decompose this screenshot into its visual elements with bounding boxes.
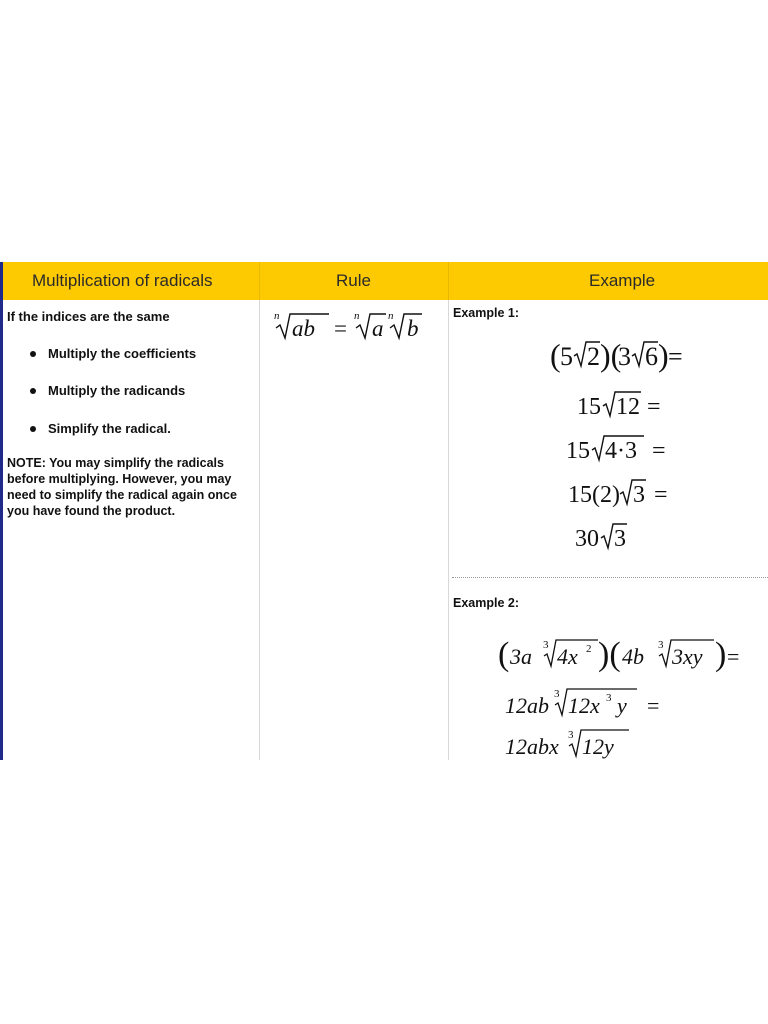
- radicand: 6: [645, 342, 658, 371]
- paren-icon: ): [715, 636, 727, 673]
- coefficient: 15(2): [568, 482, 620, 508]
- header-topic: Multiplication of radicals: [32, 271, 213, 290]
- paren-icon: )(: [598, 636, 621, 673]
- step-text: Multiply the coefficients: [48, 346, 197, 361]
- radicand: y: [617, 693, 627, 718]
- equals: =: [652, 438, 666, 464]
- condition-text: If the indices are the same: [7, 309, 170, 324]
- example-1-label: Example 1:: [453, 306, 520, 320]
- equals: =: [654, 482, 668, 508]
- equals: =: [647, 394, 661, 420]
- paren-icon: (: [498, 636, 510, 673]
- exponent: 2: [586, 643, 592, 655]
- rule-equals: =: [334, 316, 347, 341]
- radicand: 3: [633, 482, 645, 508]
- coefficient: 3: [618, 342, 631, 371]
- header-example: Example: [589, 271, 656, 290]
- radicand: 3: [614, 526, 626, 552]
- example-2-result: [505, 724, 665, 764]
- example-separator: [452, 577, 768, 578]
- bullet-icon: [30, 426, 36, 432]
- radical-index: 3: [568, 729, 574, 741]
- coefficient: 12ab: [505, 693, 549, 718]
- header-divider: [448, 262, 449, 300]
- example-2-line-1: [498, 632, 758, 676]
- paren-icon: ): [658, 337, 669, 373]
- coefficient: 30: [575, 526, 599, 552]
- rule-lhs-radicand: ab: [292, 316, 315, 341]
- left-border: [0, 262, 3, 760]
- coefficient: 15: [577, 394, 601, 420]
- rule-rhs-b: b: [407, 316, 419, 341]
- example-1-result: [575, 520, 655, 554]
- table-header: [3, 262, 768, 300]
- rule-index: n: [354, 310, 360, 322]
- coefficient: 12abx: [505, 734, 559, 759]
- column-divider: [448, 300, 449, 760]
- paren-icon: )(: [600, 337, 622, 373]
- radicand: 4·3: [605, 438, 637, 464]
- coefficient: 5: [560, 342, 573, 371]
- bullet-icon: [30, 388, 36, 394]
- rule-formula: [274, 306, 436, 346]
- equals: =: [727, 644, 740, 669]
- coefficient: 4b: [622, 644, 644, 669]
- note-text: NOTE: You may simplify the radicals before multiplying. However, you may need to simplify the radical again once you have found the product.: [7, 456, 237, 518]
- radicand: 2: [587, 342, 600, 371]
- example-1-line-2: [577, 388, 697, 422]
- step-text: Simplify the radical.: [48, 421, 171, 436]
- list-item: [30, 421, 171, 436]
- rule-rhs-a: a: [372, 316, 384, 341]
- coefficient: 15: [566, 438, 590, 464]
- radical-index: 3: [543, 639, 549, 651]
- bullet-icon: [30, 351, 36, 357]
- radical-index: 3: [554, 688, 560, 700]
- equals: =: [647, 693, 660, 718]
- radicand: 12y: [582, 734, 614, 759]
- header-rule: Rule: [336, 271, 371, 290]
- header-divider: [259, 262, 260, 300]
- radicand: 3xy: [672, 644, 703, 669]
- example-1-line-4: [568, 476, 698, 510]
- radicals-table: [0, 262, 768, 760]
- paren-icon: (: [550, 337, 561, 373]
- radical-index: 3: [658, 639, 664, 651]
- radicand: 12x: [568, 693, 600, 718]
- step-text: Multiply the radicands: [48, 383, 186, 398]
- radicand: 4x: [557, 644, 578, 669]
- rule-index: n: [388, 310, 394, 322]
- exponent: 3: [606, 692, 612, 704]
- rule-index: n: [274, 310, 280, 322]
- example-2-label: Example 2:: [453, 596, 520, 610]
- list-item: [30, 383, 185, 398]
- example-1-line-3: [566, 432, 686, 466]
- example-2-line-2: [505, 683, 685, 723]
- coefficient: 3a: [510, 644, 532, 669]
- column-divider: [259, 300, 260, 760]
- list-item: [30, 346, 196, 361]
- equals: =: [668, 342, 683, 371]
- example-1-line-1: [550, 336, 710, 376]
- radicand: 12: [616, 394, 640, 420]
